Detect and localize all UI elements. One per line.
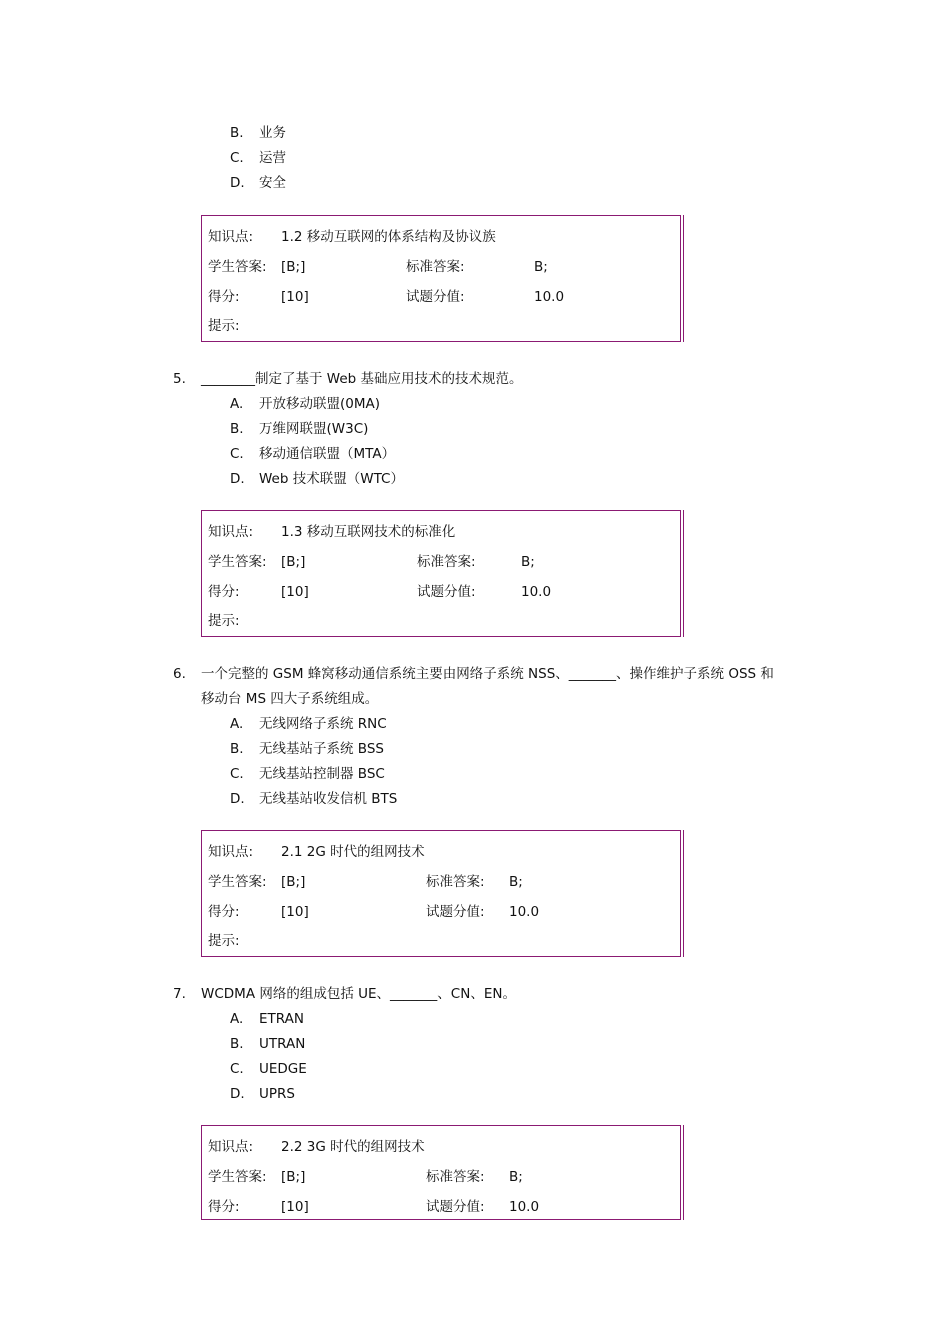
q6-option-a: A. 无线网络子系统 RNC: [230, 716, 387, 732]
q7-question: 7. WCDMA 网络的组成包括 UE、_______、CN、EN。: [173, 986, 516, 1002]
q7-answer-row: 学生答案: [B;] 标准答案: B;: [208, 1169, 523, 1185]
q7-option-d: D. UPRS: [230, 1086, 295, 1102]
q5-option-c: C. 移动通信联盟（MTA）: [230, 446, 396, 462]
q4-hint-row: 提示:: [208, 318, 240, 334]
q4-score-row: 得分: [10] 试题分值: 10.0: [208, 289, 565, 305]
q7-option-c: C. UEDGE: [230, 1061, 307, 1077]
q6-score-row: 得分: [10] 试题分值: 10.0: [208, 904, 540, 920]
q4-option-c: C. 运营: [230, 150, 286, 166]
q4-option-d: D. 安全: [230, 175, 286, 191]
q5-result-box: [201, 510, 681, 637]
q5-answer-row: 学生答案: [B;] 标准答案: B;: [208, 554, 535, 570]
q4-option-b: B. 业务: [230, 125, 286, 141]
q4-answer-row: 学生答案: [B;] 标准答案: B;: [208, 259, 548, 275]
q6-question: 6. 一个完整的 GSM 蜂窝移动通信系统主要由网络子系统 NSS、_______、操作维护子系统 OSS 和 移动台 MS 四大子系统组成。: [173, 666, 774, 707]
q5-hint-row: 提示:: [208, 613, 240, 629]
q5-option-a: A. 开放移动联盟(0MA): [230, 396, 381, 412]
q7-knowledge-row: 知识点: 2.2 3G 时代的组网技术: [208, 1139, 425, 1155]
q7-result-box: [201, 1125, 681, 1220]
q7-score-row: 得分: [10] 试题分值: 10.0: [208, 1199, 540, 1215]
q5-option-d: D. Web 技术联盟（WTC）: [230, 471, 404, 487]
q7-option-a: A. ETRAN: [230, 1011, 304, 1027]
q6-hint-row: 提示:: [208, 933, 240, 949]
q4-knowledge-row: 知识点: 1.2 移动互联网的体系结构及协议族: [208, 229, 496, 245]
q7-option-b: B. UTRAN: [230, 1036, 306, 1052]
q4-result-box: [201, 215, 681, 342]
q6-option-d: D. 无线基站收发信机 BTS: [230, 791, 398, 807]
q6-option-b: B. 无线基站子系统 BSS: [230, 741, 384, 757]
q6-result-box: [201, 830, 681, 957]
q6-answer-row: 学生答案: [B;] 标准答案: B;: [208, 874, 523, 890]
q5-score-row: 得分: [10] 试题分值: 10.0: [208, 584, 552, 600]
q6-knowledge-row: 知识点: 2.1 2G 时代的组网技术: [208, 844, 425, 860]
q6-option-c: C. 无线基站控制器 BSC: [230, 766, 385, 782]
q5-option-b: B. 万维网联盟(W3C): [230, 421, 369, 437]
q5-knowledge-row: 知识点: 1.3 移动互联网技术的标准化: [208, 524, 456, 540]
q5-question: 5. ________制定了基于 Web 基础应用技术的技术规范。: [173, 371, 523, 387]
